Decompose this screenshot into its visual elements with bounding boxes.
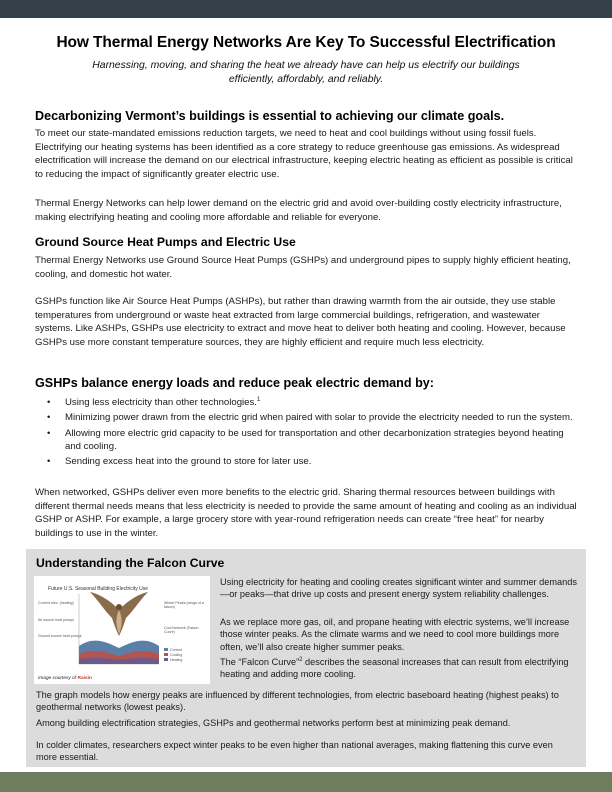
bullet-icon: • [47,412,51,424]
falcon-paragraph-6: In colder climates, researchers expect winter peaks to be even higher than national averages, making flattening this curve even more essential. [36,740,553,763]
section-gshp-heading: Ground Source Heat Pumps and Electric Use [35,235,296,249]
list-item [35,427,580,454]
list-item [35,411,580,424]
falcon-illustration [34,576,210,684]
page-title: How Thermal Energy Networks Are Key To Successful Electrification [56,34,556,51]
bullet-icon: • [47,456,51,468]
footnote-marker: 2 [299,656,303,663]
chart-legend-item-2: Cooling [170,653,183,657]
benefits-list [35,396,580,470]
chart-legend-item-3: Heating [170,658,183,662]
section-decarbonizing-paragraph-1: To meet our state-mandated emissions reduction targets, we need to heat and cool buildings without using fossil fuels. Electrifying our heating systems has been identified as a core strategy to reduce greenhouse gas emissions. As widespread electrification will increase the demand on our electrical infrastructure, keeping electric heating as efficient as possible is critical to reducing the impact of significantly greater electric use. [35,128,573,180]
section-gshp-paragraph-2: GSHPs function like Air Source Heat Pumps (ASHPs), but rather than drawing warmth from the air outside, they use stable temperatures from underground or waste heat extracted from large commercial buildings, refrigeration, and wastewater systems. Like ASHPs, GSHPs use electricity to extract and move heat to deliver both heating and cooling. However, because GSHPs use more constant temperature sources, they are highly efficient and require much less electricity. [35,296,566,348]
falcon-paragraph-1: Using electricity for heating and cooling creates significant winter and summer demands—or peaks—that drive up costs and present energy system reliability challenges. [220,577,577,600]
chart-label-left-3: Ground source heat pumps [38,634,82,638]
falcon-paragraph-2: As we replace more gas, oil, and propane heating with electric systems, we’ll increase those winter peaks. As the climate warms and we need to cool more buildings more often, we’ll also create higher summer peaks. [220,617,570,652]
falcon-curve-chart-image [34,576,210,684]
falcon-curve-callout [26,549,586,767]
image-credit-brand: Raisin [77,676,92,681]
bullet-icon: • [47,427,51,439]
list-item-text: Allowing more electric grid capacity to be used for transportation and other decarbonization strategies beyond heating and cooling. [65,427,564,452]
chart-label-right-1: Winter Peaks (wings of a falcon) [164,601,204,609]
section-balance-heading: GSHPs balance energy loads and reduce peak electric demand by: [35,376,434,390]
chart-label-left-2: Air source heat pumps [38,618,74,622]
falcon-curve-heading: Understanding the Falcon Curve [36,556,225,570]
chart-label-right-2: Cool Network (Falcon Curve) [164,626,199,634]
page-subtitle: Harnessing, moving, and sharing the heat we already have can help us electrify our buildings efficiently, affordably, and reliably. [92,60,520,85]
chart-image-title: Future U.S. Seasonal Building Electricity Use [48,586,149,592]
falcon-paragraph-5: Among building electrification strategies, GSHPs and geothermal networks perform best at minimizing peak demand. [36,718,511,728]
section-decarbonizing-heading: Decarbonizing Vermont’s buildings is essential to achieving our climate goals. [35,109,505,123]
image-credit [38,676,92,681]
falcon-paragraph-3-post: describes the seasonal increases that can result from electrifying heating and adding more cooling. [220,657,569,680]
list-item-text: Using less electricity than other technologies. [65,397,257,408]
section-gshp-paragraph-1: Thermal Energy Networks use Ground Source Heat Pumps (GSHPs) and underground pipes to supply highly efficient heating, cooling, and domestic hot water. [35,255,571,280]
falcon-paragraph-3 [220,656,578,681]
footnote-marker: 1 [256,396,261,403]
top-color-bar [0,0,612,18]
section-decarbonizing-paragraph-2: Thermal Energy Networks can help lower demand on the electric grid and avoid over-building costly electricity infrastructure, making electrifying heating and cooling more affordable and reliable for everyone. [35,198,562,223]
chart-legend-item-1: Current [170,648,182,652]
falcon-paragraph-3-pre: The “Falcon Curve” [220,657,300,667]
image-credit-text: Image courtesy of [38,676,77,681]
bullet-icon: • [47,397,51,408]
list-item-text: Sending excess heat into the ground to store for later use. [65,456,312,468]
chart-label-left-1: Current elec. (heating) [38,601,74,605]
list-item [35,396,580,409]
list-item-text: Minimizing power drawn from the electric grid when paired with solar to provide the electricity needed to run the system. [65,412,573,424]
falcon-paragraph-4: The graph models how energy peaks are influenced by different technologies, from electric baseboard heating (highest peaks) to geothermal networks (lowest peaks). [36,690,559,713]
list-item [35,455,580,468]
bottom-color-bar [0,772,612,792]
section-balance-paragraph: When networked, GSHPs deliver even more benefits to the electric grid. Sharing thermal resources between buildings with different thermal needs means that less electricity is needed to provide the same amount of heating and cooling as an individual GSHP or ASHP. For example, a large grocery store with year-round refrigeration needs can create “free heat” for nearby buildings to use in the winter. [35,487,577,539]
